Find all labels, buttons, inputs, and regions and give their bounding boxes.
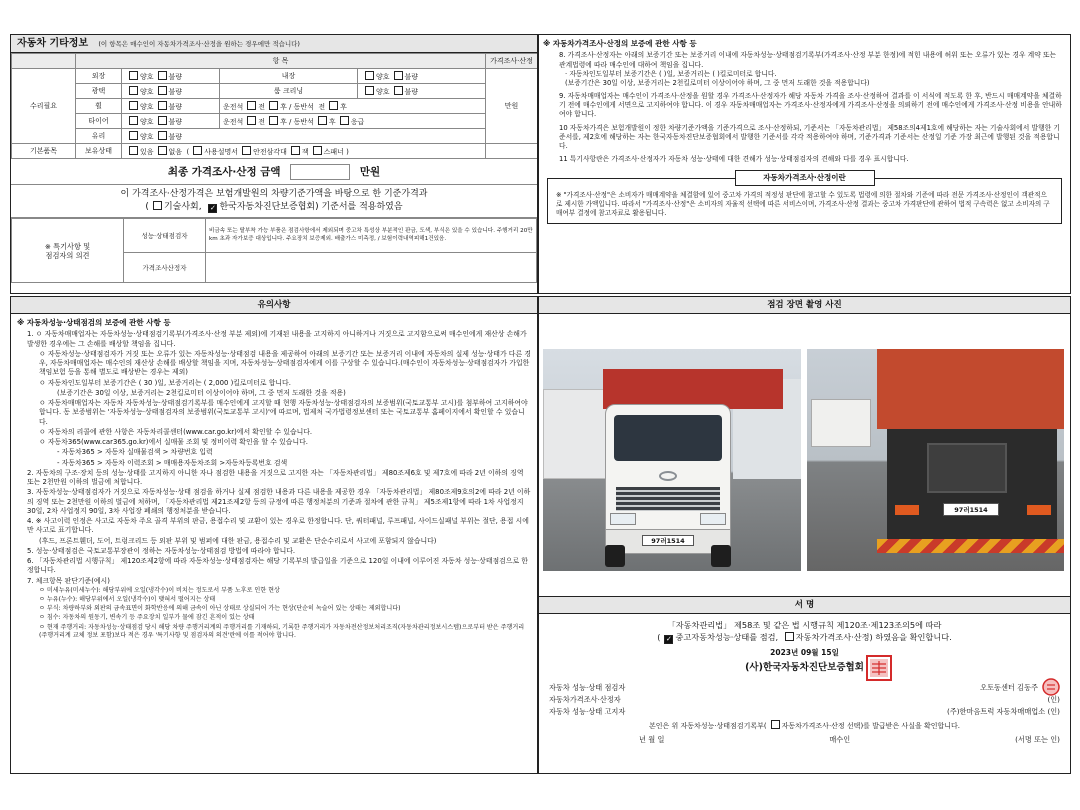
repair-needed-label: 수리필요 [12, 69, 76, 144]
notice-p6b: - 자동차365 > 자동차 이력조회 > 매매용자동차조회 >자동차등록번호 검색 [57, 458, 288, 467]
table-row [12, 144, 538, 159]
truck-cab [605, 404, 731, 554]
tail-light [1027, 505, 1051, 515]
sign-org-row [549, 661, 1060, 675]
checkbox[interactable] [129, 146, 138, 155]
option-label: 있음 [140, 147, 154, 156]
price-assessor-opinion[interactable] [206, 253, 537, 283]
option-label: 불량 [168, 117, 183, 126]
opinion-label: ※ 특기사항 및 점검자의 의견 [12, 219, 124, 283]
signer-role-3: 자동차 성능·상태 고지자 [549, 706, 626, 716]
row-label-room-clean: 룸 크리닝 [220, 84, 358, 99]
option-label: 불량 [168, 132, 183, 141]
signer-name-1: 오토동센터 김동주 [980, 682, 1038, 692]
checkbox[interactable] [394, 71, 403, 80]
tail-light [895, 505, 919, 515]
option-association: 한국자동차진단보증협회 [219, 201, 316, 212]
checkbox[interactable] [158, 146, 167, 155]
option-label: 양호 [140, 102, 154, 111]
table-row [12, 114, 538, 129]
final-price-row [11, 159, 537, 185]
option-label: 불량 [404, 87, 419, 96]
notice-p6a: - 자동차365 > 자동차 실매물검색 > 차량번호 입력 [57, 448, 213, 457]
other-info-section [10, 34, 538, 294]
table-row [12, 99, 538, 114]
final-price-unit: 만원 [359, 166, 381, 178]
checkbox[interactable] [193, 146, 202, 155]
notice-s5: ㅇ 현재 주행거리: 자동차성능·상태점검 당시 해당 차량 주행거리계의 주행거리를 기재하되, 기록한 주행거리가 자동차전산정보처리조직(자동차관리정보시스템)으로부터 받은 주행거리(주행거리계 교체 정보 포함)보다 적은 경우 '특기사항 및 점검자의 의견'란에 이를 적어야 합니다. [39, 623, 525, 639]
truck-bed-frame [877, 349, 1064, 429]
buyer-sign-note[interactable]: (서명 또는 인) [1015, 734, 1060, 744]
checkbox[interactable] [365, 86, 374, 95]
option-label: 사용설명서 [204, 147, 239, 156]
photos-area [539, 297, 1070, 597]
truck-rear-chassis [887, 429, 1057, 539]
note-10: 10 자동차가격은 보험개발원이 정한 차량기준가액을 기준가격으로 조사·산정하되, 기준서는 「자동차관리법」 제58조의4제1호에 해당하는 자는 기술사회에서 발행한 기준서를, 제2호에 해당하는 자는 한국자동차진단보증협회에서 발행한 기준서를 각각 적용하여야 하며, 기준가격과 기준서는 산정일 기준 가장 최근에 발행된 것을 적용합니다. [559, 123, 1060, 150]
checkbox[interactable] [394, 86, 403, 95]
notice-p9: 4. ※ 사고이력 인정은 사고로 자동차 주요 골격 부위의 판금, 용접수리 및 교환이 있는 경우로 한정합니다. 단, 쿼터패널, 루프패널, 사이드실패널 부위는 절단, 용접 시에만 사고로 표기합니다. [27, 517, 529, 535]
inspector-seal-icon [1042, 678, 1060, 696]
opinion-table [11, 218, 537, 283]
checkbox[interactable] [129, 71, 138, 80]
basic-items-label: 기본품목 [12, 144, 76, 159]
basis-line2 [11, 201, 537, 214]
notice-s2: ㅇ 누유(누수): 해당부위에서 오일(냉각수)이 맺혀서 떨어지는 상태 [39, 596, 216, 604]
checkbox[interactable] [247, 116, 256, 125]
checkbox[interactable] [129, 101, 138, 110]
tire [605, 545, 625, 567]
notice-p12: 7. 체크항목 판단기준(예시) [27, 576, 110, 585]
checkbox[interactable] [269, 116, 278, 125]
checkbox-association[interactable]: ✓ [210, 203, 216, 212]
license-plate: 97러1514 [642, 535, 694, 546]
notice-s3: ㅇ 부식: 차량하부와 외판의 금속표면이 화학반응에 의해 금속이 아닌 상태로 상실되어 가는 현상(단순히 녹슬어 있는 상태는 제외합니다) [39, 605, 401, 613]
other-info-table [11, 53, 538, 159]
checkbox[interactable] [158, 71, 167, 80]
notice-p10: 5. 성능·상태점검은 국토교통부장관이 정하는 자동차성능·상태점검 방법에 따라야 합니다. [27, 546, 296, 555]
brand-logo-icon [659, 471, 677, 481]
row-label-tire: 타이어 [76, 114, 122, 129]
perf-inspector-label: 성능·상태점검자 [124, 219, 206, 253]
checkbox-confirm-price[interactable] [771, 720, 780, 729]
checkbox[interactable] [247, 101, 256, 110]
checkbox[interactable] [313, 146, 322, 155]
definition-title: 자동차가격조사·산정이란 [735, 170, 875, 185]
signer-name-2: (인) [1047, 694, 1060, 704]
price-value: 만원 [486, 69, 538, 144]
notice-p3b: (보증기간은 30일 이상, 보증거리는 2천킬로미터 이상이어야 하며, 그 중 먼저 도래한 것을 적용) [57, 388, 346, 397]
table-row [12, 69, 538, 84]
row-label-possession: 보유상태 [76, 144, 122, 159]
emergency-label: 응급 [350, 117, 365, 126]
checkbox-performance[interactable]: ✓ [666, 634, 672, 643]
sign-line2 [549, 632, 1060, 644]
option-label: 양호 [140, 132, 154, 141]
signer-row [549, 707, 1060, 716]
price-guarantee-section [538, 34, 1071, 294]
signer-row [549, 695, 1060, 704]
paren: ( [145, 201, 149, 212]
background-truck [811, 399, 871, 447]
buyer-row [549, 735, 1060, 744]
notice-s4: ㅇ 침수: 자동차의 원동기, 변속기 등 주요장치 일부가 물에 잠긴 흔적이 있는 상태 [39, 614, 255, 622]
notice-p4: ㅇ 자동차매매업자는 자동차 자동차성능·상태점검기록부를 매수인에게 고지할 때 현행 자동차성능·상태점검자의 보증범위(국토교통부 고시)를 첨부하여 고지하여야 합니다. 동 보증범위는 '자동차성능·상태점검자의 보증범위(국토교통부 고시)'에 따르며, 법제처 국가법령정보센터 또는 국토교통부 홈페이지에서 확인할 수 있습니다. [39, 399, 528, 426]
final-price-label: 최종 가격조사·산정 금액 [167, 166, 281, 178]
sign-line2a: 중고자동차성능·상태를 점검, [675, 631, 779, 642]
notice-p2: ㅇ 자동차성능·상태점검자가 거짓 또는 오류가 있는 자동차성능·상태점검 내용을 제공하여 아래의 보증기간 또는 보증거리 이내에 자동차의 실제 성능·상태가 다른 경우, 자동차매매업자는 매수인의 재산상 손해를 배상할 책임을 지며, 자동차성능·상태점검자에게 이를 구상할 수 있습니다.(매수인이 자동차성능·상태점검자가 가입한 책임보험 등을 통해 별도로 배상받는 경우는 제외) [39, 349, 531, 377]
checkbox-society[interactable] [153, 201, 162, 210]
row-label-wheel: 휠 [76, 99, 122, 114]
basis-line2-end: ) 기준서를 적용하였음 [315, 201, 403, 212]
price-assessor-label: 가격조사산정자 [124, 253, 206, 283]
checkbox[interactable] [158, 86, 167, 95]
note-8-text: 8. 가격조사·산정자는 아래의 보증기간 또는 보증거리 이내에 자동차성능·상태점검기록부(가격조사·산정 부분 한정)에 적힌 내용에 허위 또는 오류가 있는 경우 계약 또는 관계법령에 따라 매수인에 대하여 책임을 집니다. [559, 51, 1057, 69]
notice-p1: 1. ㅇ 자동차매매업자는 자동차성능·상태점검기록부(가격조사·산정 부분 제외)에 기재된 내용을 고지하지 아니하거나 거짓으로 고지함으로써 매수인에게 재산상 손해가 발생한 경우에는 그 손해를 배상할 책임을 집니다. [27, 330, 527, 348]
notice-p11: 6. 「자동차관리법 시행규칙」 제120조제2항에 따라 자동차성능·상태점검자는 해당 기록부의 발급일을 기준으로 120일 이내에 이루어진 자동차 성능·상태점검으로 한정합니다. [27, 557, 528, 575]
other-info-note: (이 항목은 매수인이 자동차가격조사·산정을 원하는 경우에만 적습니다) [98, 40, 300, 48]
checkbox[interactable] [129, 116, 138, 125]
truck-cargo [603, 369, 783, 409]
definition-text: ※ "가격조사·산정"은 소비자가 매매계약을 체결함에 있어 중고차 가격의 적정성 판단에 참고할 수 있도록 법령에 의한 절차와 기준에 따라 전문 가격조사·산정인이 객관적으로 제시한 가액입니다. 따라서 "가격조사·산정"은 소비자의 자율적 선택에 따른 서비스이며, 가격조사·산정 결과는 중고차 가격판단에 관하여 법적 구속력은 없고 소비자의 구매여부 결정에 참고자료로 활용됩니다. [547, 178, 1062, 225]
row-label-interior: 내장 [220, 69, 358, 84]
front-label: 전 [258, 102, 266, 111]
option-label: 양호 [376, 72, 390, 81]
option-label: 양호 [140, 87, 154, 96]
front-label: 전 [318, 102, 326, 111]
license-plate: 97러1514 [943, 503, 999, 516]
col-items-header: 항 목 [76, 54, 486, 69]
option-label: 양호 [376, 87, 390, 96]
checkbox[interactable] [269, 101, 278, 110]
checkbox-price-assessment[interactable] [785, 632, 794, 641]
rear-bumper-stripes [877, 539, 1064, 553]
checkbox[interactable] [340, 116, 349, 125]
option-label: 양호 [140, 72, 154, 81]
checkbox[interactable] [291, 146, 300, 155]
sign-line1: 「자동차관리법」 제58조 및 같은 법 시행규칙 제120조·제123조의5에 따라 [667, 620, 942, 630]
buyer-date: 년 월 일 [639, 734, 665, 744]
other-info-title-bar [11, 35, 537, 53]
option-label: 불량 [404, 72, 419, 81]
checkbox[interactable] [365, 71, 374, 80]
row-label-glass: 유리 [76, 129, 122, 144]
association-seal-icon [866, 655, 892, 681]
tire [711, 545, 731, 567]
option-society: 기술사회, [163, 201, 202, 212]
photo-signature-section [538, 296, 1071, 774]
driver-seat-label: 운전석 [223, 102, 244, 111]
sign-org: (사)한국자동차진단보증협회 [745, 661, 864, 673]
photos-header: 점검 장면 촬영 사진 [539, 297, 1070, 314]
signature-area [539, 614, 1070, 750]
signer-row [549, 683, 1060, 692]
confirm-text: 본인은 위 자동차성능·상태점검기록부( [649, 721, 767, 730]
notice-p3: ㅇ 자동차인도일부터 보증기간은 ( 30 )일, 보증거리는 ( 2,000 )킬로미터로 합니다. [39, 378, 291, 387]
option-label: 잭 [301, 147, 309, 156]
notice-p6: ㅇ 자동차365(www.car365.go.kr)에서 실매물 조회 및 정비이력 확인을 할 수 있습니다. [39, 438, 308, 447]
option-label: 스패너 ) [323, 147, 349, 156]
grille [616, 487, 720, 511]
checkbox[interactable] [329, 101, 338, 110]
notice-section [10, 296, 538, 774]
checkbox[interactable] [158, 101, 167, 110]
signer-role-1: 자동차 성능·상태 점검자 [549, 682, 626, 692]
signer-role-2: 자동차가격조사·산정자 [549, 694, 621, 704]
table-header-row [12, 54, 538, 69]
inspection-photo-rear [807, 349, 1064, 571]
notice-p5: ㅇ 자동차의 리콜에 관한 사항은 자동차리콜센터(www.car.go.kr)에서 확인할 수 있습니다. [39, 427, 313, 436]
sign-date: 2023년 09월 15일 [770, 647, 839, 657]
notice-header: 유의사항 [11, 297, 537, 314]
checkbox[interactable] [158, 131, 167, 140]
checkbox[interactable] [129, 86, 138, 95]
notice-s1: ㅇ 미세누유(미세누수): 해당부위에 오일(냉각수)이 비치는 정도로서 부품 노후로 인한 현상 [39, 586, 280, 594]
note-8b: (보증기간은 30일 이상, 보증거리는 2천킬로미터 이상이어야 하며, 그 중 먼저 도래한 것을 적용합니다) [565, 78, 870, 87]
headlight [610, 513, 636, 525]
perf-inspector-opinion: 비금속 또는 탈부착 가능 부품은 점검사항에서 제외되며 중고차 특성상 부분적인 판금, 도색, 부식은 있을 수 있습니다. 주행거리 20만km 초과 자가보증 대상입니다. 주요장치 보증제외. 배출가스 미측정, / 보험이력내역피해1건있음. [206, 219, 537, 253]
table-row [12, 84, 538, 99]
note-8a: · 자동차인도일부터 보증기간은 ( )일, 보증거리는 ( )킬로미터로 합니다. [565, 69, 777, 78]
buyer-label: 매수인 [829, 734, 851, 744]
rear-label: 후 [328, 117, 336, 126]
notice-p8: 3. 자동차성능·상태점검자가 거짓으로 자동차성능·상태 점검을 하거나 실제 점검한 내용과 다른 내용을 제공한 경우 「자동차관리법」 제80조제9호의2에 따라 2년 이하의 징역 또는 2천만원 이하의 벌금에 처하며, 「자동차관리법 제21조제2항 등의 규정에 따른 행정처분의 기준과 절차에 관한 규칙」 제5조제1항에 따라 1차 사업정지 30일, 2차 사업정지 90일, 3차 사업장 폐쇄의 행정처분을 받습니다. [27, 488, 531, 515]
rear-passenger-label: 후 / 동반석 [280, 102, 314, 111]
notice-p7: 2. 자동차의 구조·장치 등의 성능·상태를 고지하지 아니한 자나 점검한 내용을 거짓으로 고지한 자는 「자동차관리법」 제80조제6호 및 제7호에 따라 2년 이하의 징역 또는 2천만원 이하의 벌금에 처합니다. [27, 468, 524, 487]
paren: ( [657, 631, 661, 642]
option-label: 불량 [168, 102, 183, 111]
hook-frame [927, 443, 1007, 493]
price-basis [11, 185, 537, 218]
sign-line2b: 자동차가격조사·산정) 하였음을 확인합니다. [795, 631, 952, 642]
rear-label: 후 [340, 102, 347, 111]
col-price-header: 가격조사·산정 [486, 54, 538, 69]
basis-line1: 이 가격조사·산정가격은 보험개발원의 차량기준가액을 바탕으로 한 기준가격과 [120, 189, 428, 199]
checkbox[interactable] [242, 146, 251, 155]
signature-header: 서 명 [539, 597, 1070, 614]
inspection-photo-front [543, 349, 801, 571]
other-info-title: 자동차 기타정보 [17, 38, 89, 49]
table-row [12, 129, 538, 144]
option-label: 없음 [168, 147, 183, 156]
option-label: 불량 [168, 87, 183, 96]
checkbox[interactable] [318, 116, 327, 125]
note-11: 11 특기사항란은 가격조사·산정자가 자동차 성능·상태에 대한 견해가 성능·상태점검자의 견해와 다를 경우 표시합니다. [559, 155, 909, 164]
row-label-gloss: 광택 [76, 84, 122, 99]
signer-name-3: (주)한마음트럭 자동차매매업소 (인) [947, 706, 1060, 716]
signer-name-1-wrap [980, 683, 1060, 692]
rear-passenger-label: 후 / 동반석 [280, 117, 314, 126]
headlight [700, 513, 726, 525]
price-guarantee-title: ※ 자동차가격조사·산정의 보증에 관한 사항 등 [543, 39, 697, 48]
confirm-line [549, 720, 1060, 731]
notice-title: ※ 자동차성능·상태점검의 보증에 관한 사항 등 [17, 318, 171, 327]
windshield [614, 415, 722, 461]
confirm-text-2: 자동차가격조사·산정 선택)를 발급받은 사실을 확인합니다. [781, 721, 960, 730]
checkbox[interactable] [158, 116, 167, 125]
option-label: 양호 [140, 117, 154, 126]
option-label: 안전삼각대 [253, 147, 287, 156]
option-label: 불량 [168, 72, 183, 81]
note-9: 9. 자동차매매업자는 매수인이 가격조사·산정을 원할 경우 가격조사·산정자가 해당 자동차 가격을 조사·산정하여 결과를 이 서식에 적도록 한 후, 반드시 매매계약을 체결하기 전에 매수인에게 서면으로 고지하여야 합니다. 이 경우 자동차매매업자는 가격조사·산정자에게 가격조사·산정을 의뢰하기 전에 매수인에게 가격조사·산정 비용을 안내하여야 합니다. [559, 92, 1062, 119]
paren: ( [186, 147, 190, 156]
row-label-exterior: 외장 [76, 69, 122, 84]
note-8 [559, 51, 1062, 88]
checkbox[interactable] [129, 131, 138, 140]
notice-p9b: (후드, 프론트휀더, 도어, 트렁크리드 등 외판 부위 및 범퍼에 대한 판금, 용접수리 및 교환은 단순수리로서 사고에 포함되지 않습니다) [39, 536, 437, 545]
driver-seat-label: 운전석 [223, 117, 244, 126]
front-label: 전 [258, 117, 266, 126]
final-price-input[interactable] [290, 164, 350, 180]
